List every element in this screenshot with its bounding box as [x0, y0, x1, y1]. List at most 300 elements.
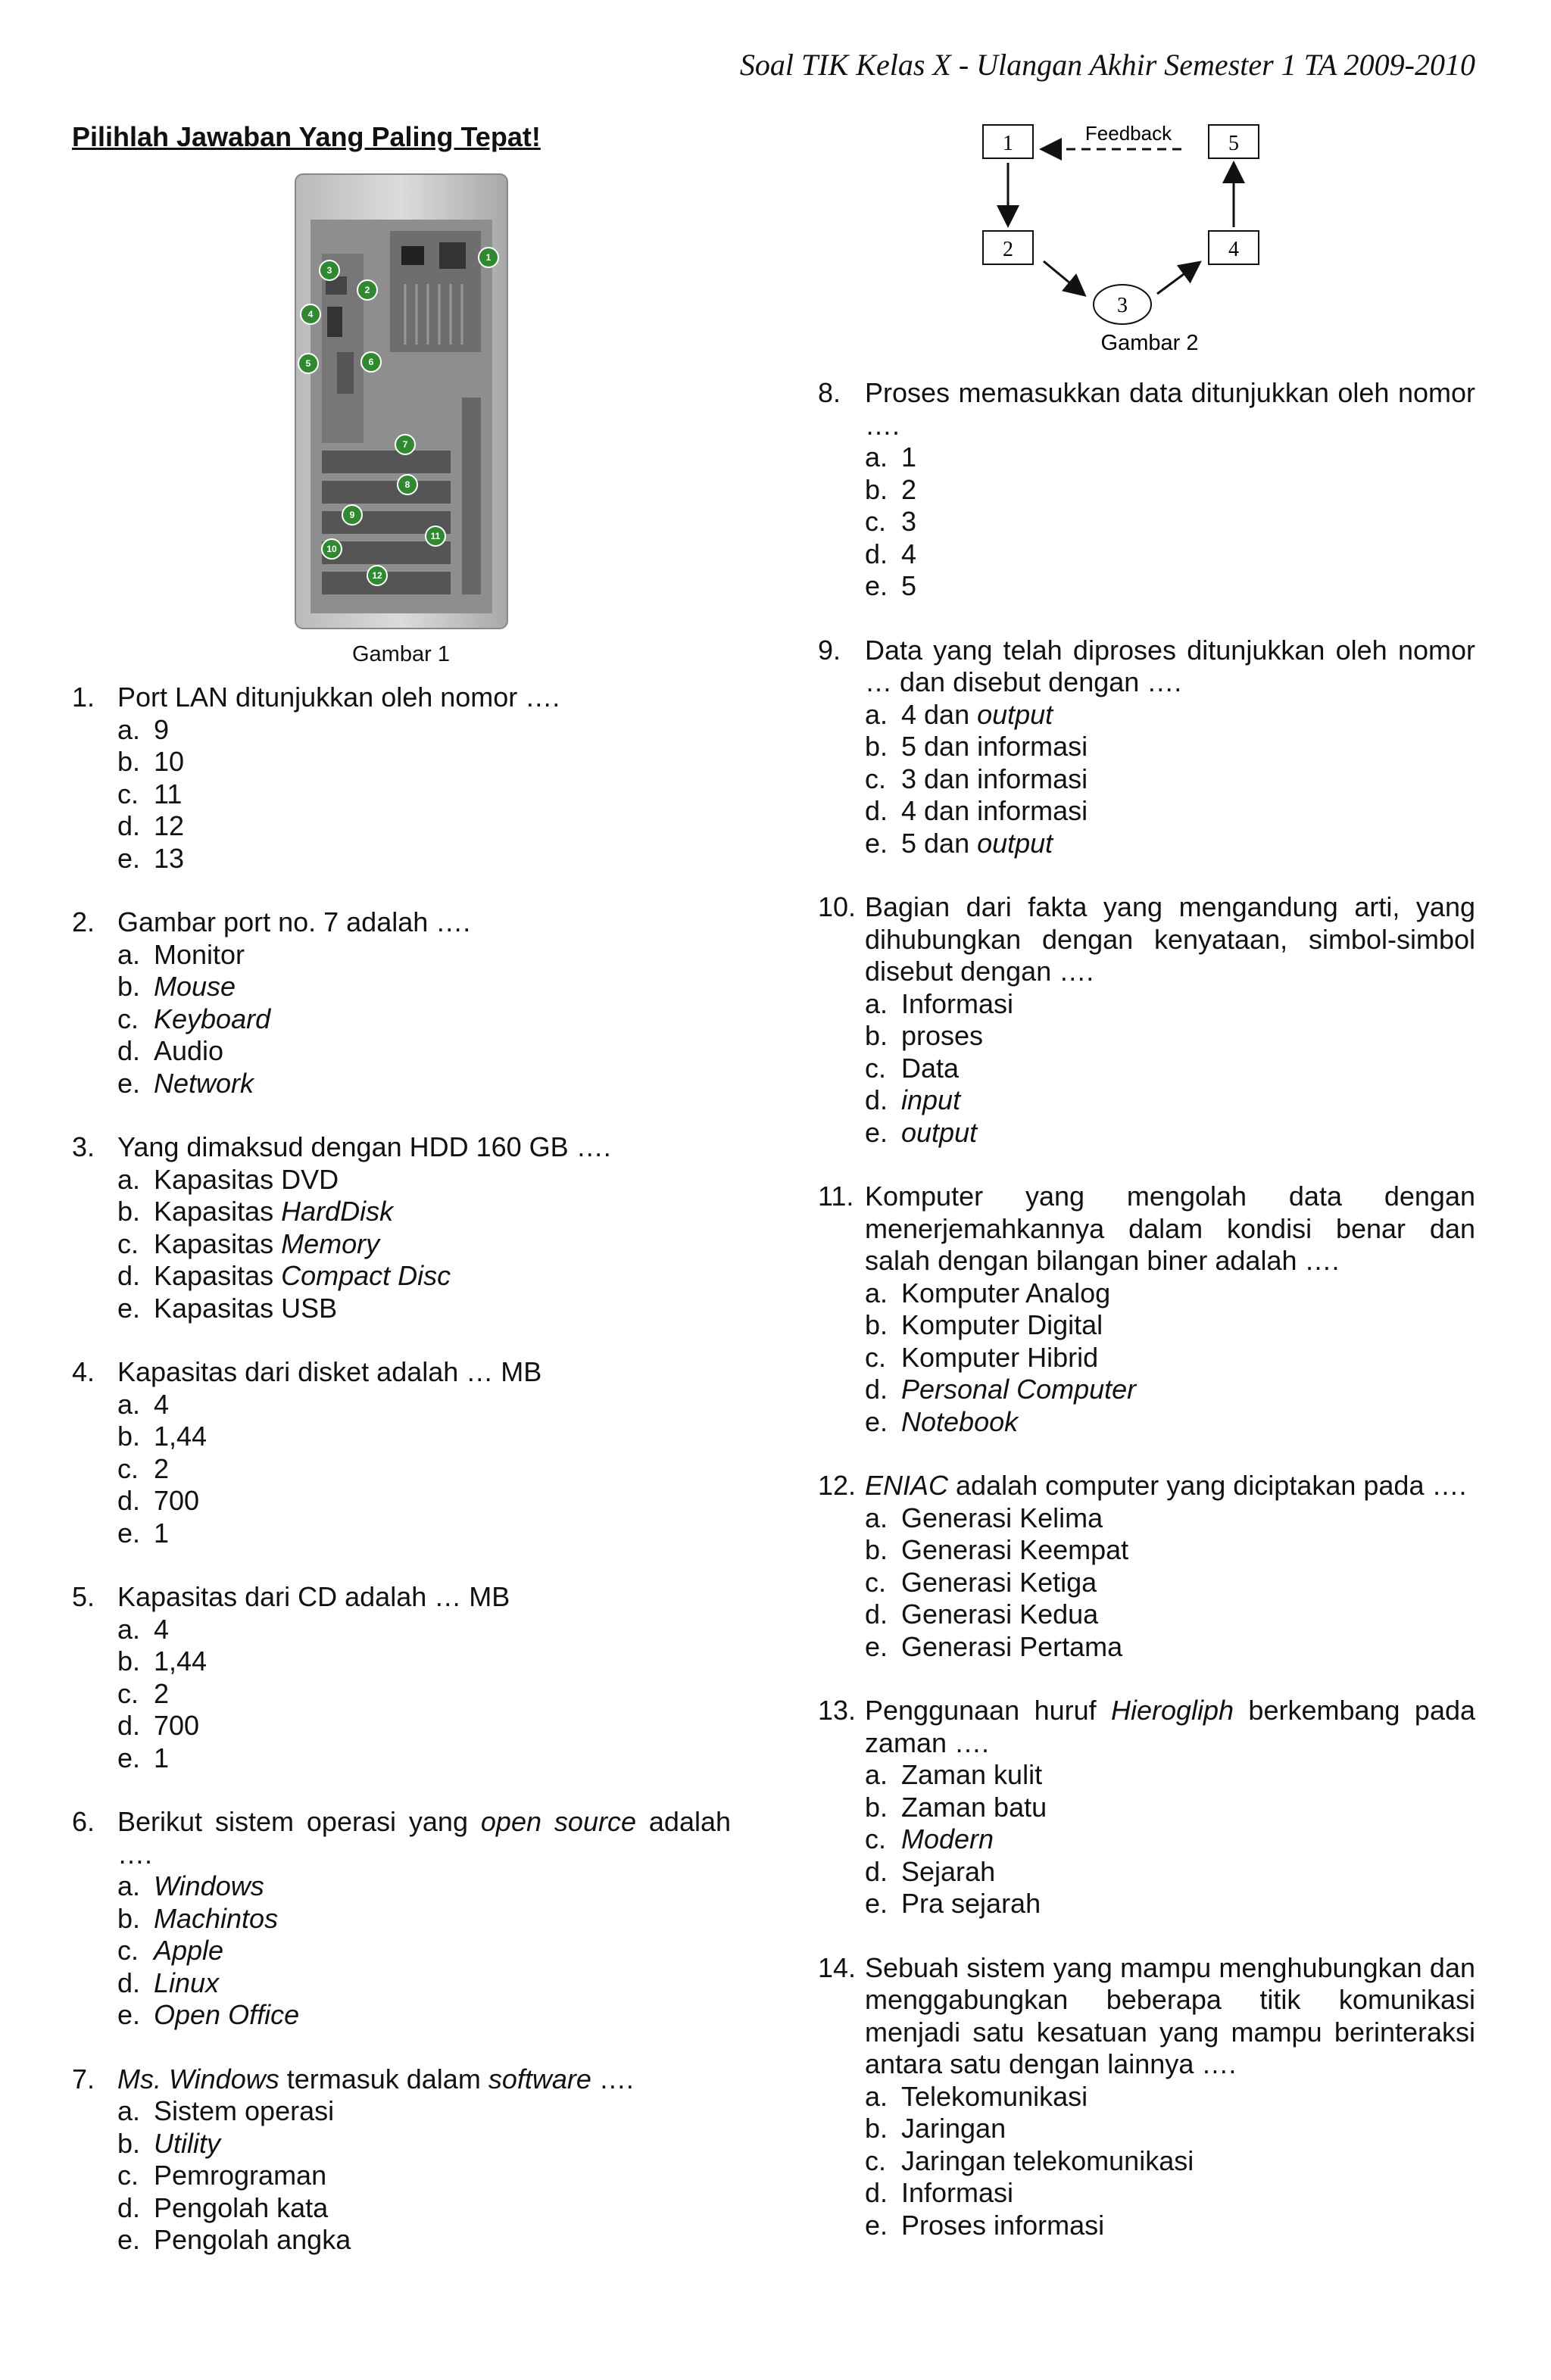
node-label: 5	[1228, 132, 1239, 155]
answer-option	[818, 1117, 1475, 1149]
text-run: Notebook	[901, 1405, 1019, 1437]
option-letter: e.	[865, 1116, 888, 1148]
text-run: Linux	[154, 1967, 220, 1998]
option-letter: e.	[865, 1888, 888, 1919]
option-letter: c.	[865, 763, 887, 794]
option-letter: b.	[865, 1309, 888, 1340]
option-text	[901, 1599, 1098, 1631]
option-letter: d.	[865, 1855, 888, 1887]
answer-option	[818, 441, 1475, 474]
text-run: 1	[154, 1742, 170, 1773]
option-text	[154, 1678, 169, 1711]
answer-option	[818, 699, 1475, 731]
question	[72, 1806, 731, 2032]
option-text	[901, 795, 1088, 828]
text-run: Mouse	[154, 971, 236, 1002]
text-run: 4 dan informasi	[901, 795, 1088, 826]
text-run: 10	[154, 746, 185, 777]
text-run: Informasi	[901, 2177, 1014, 2208]
option-letter: d.	[865, 2177, 888, 2208]
text-run: Yang dimaksud dengan HDD 160 GB ….	[117, 1131, 611, 1162]
option-text	[901, 506, 916, 538]
answer-option	[818, 1792, 1475, 1824]
answer-option	[72, 1678, 731, 1711]
text-run: Zaman batu	[901, 1791, 1047, 1823]
text-run: Pengolah angka	[154, 2224, 351, 2255]
option-letter: a.	[865, 1502, 888, 1533]
option-text	[901, 1084, 960, 1117]
port-label: 2	[364, 285, 370, 295]
question-stem	[865, 891, 1475, 988]
option-letter: d.	[865, 1374, 888, 1405]
question-stem	[865, 1181, 1475, 1277]
option-letter: c.	[865, 1052, 887, 1084]
text-run: 4	[901, 538, 917, 569]
option-text	[901, 2113, 1006, 2145]
option-letter: d.	[117, 810, 141, 841]
question-number: 8.	[818, 377, 841, 408]
question-stem	[117, 1806, 731, 1870]
option-text	[154, 746, 184, 778]
text-run: 4	[154, 1388, 170, 1420]
answer-option	[72, 1003, 731, 1036]
answer-option	[818, 2081, 1475, 2113]
text-run: Data yang telah diproses ditunjukkan oleh nomor … dan disebut dengan ….	[865, 634, 1475, 697]
question	[72, 1131, 731, 1324]
question-stem	[117, 1131, 731, 1164]
text-run: Komputer Digital	[901, 1309, 1103, 1340]
answer-option	[72, 1742, 731, 1775]
text-run: Network	[154, 1067, 254, 1099]
text-run: Penggunaan huruf	[865, 1695, 1111, 1726]
option-text	[154, 939, 245, 972]
option-letter: a.	[117, 713, 141, 745]
option-letter: e.	[865, 827, 888, 859]
option-letter: e.	[117, 1999, 141, 2030]
option-letter: c.	[865, 506, 887, 537]
answer-option	[818, 2145, 1475, 2178]
question-stem	[117, 906, 731, 939]
text-run: Windows	[154, 1870, 264, 1901]
option-letter: c.	[117, 1003, 139, 1034]
question	[818, 891, 1475, 1149]
answer-option	[72, 778, 731, 811]
option-text	[901, 1856, 995, 1889]
option-text	[901, 1759, 1042, 1792]
option-letter: a.	[865, 1759, 888, 1790]
text-run: Sistem operasi	[154, 2095, 335, 2126]
answer-option	[818, 1888, 1475, 1920]
questions-right-column	[818, 377, 1475, 2273]
option-text	[154, 1003, 270, 1036]
text-run: 2	[154, 1452, 170, 1484]
text-run: adalah ….	[117, 1806, 732, 1870]
text-run: 11	[154, 778, 183, 809]
option-text	[154, 2192, 328, 2225]
answer-option	[72, 1518, 731, 1550]
answer-option	[72, 971, 731, 1003]
port-label: 6	[368, 357, 374, 367]
question-stem-line	[818, 635, 1475, 699]
option-text	[901, 1502, 1103, 1535]
text-run: 700	[154, 1485, 200, 1516]
option-text	[154, 1999, 299, 2032]
option-text	[154, 778, 182, 811]
question	[818, 1470, 1475, 1663]
text-run: Machintos	[154, 1902, 279, 1934]
option-letter: e.	[117, 1517, 141, 1549]
option-text	[154, 1645, 207, 1678]
answer-option	[72, 1967, 731, 2000]
figure1-caption: Gambar 1	[352, 642, 450, 666]
answer-option	[818, 506, 1475, 538]
question-stem	[117, 2063, 731, 2096]
question-stem-line	[72, 2063, 731, 2096]
text-run: 1	[154, 1517, 170, 1549]
port-label: 8	[404, 479, 410, 490]
text-run: Kapasitas	[154, 1196, 282, 1227]
question	[72, 906, 731, 1100]
answer-option	[72, 2192, 731, 2225]
answer-option	[818, 1502, 1475, 1535]
question-stem-line	[72, 1356, 731, 1389]
option-letter: a.	[865, 987, 888, 1019]
text-run: HardDisk	[281, 1196, 394, 1227]
answer-option	[818, 988, 1475, 1021]
option-letter: b.	[865, 1534, 888, 1565]
option-text	[901, 474, 916, 507]
option-letter: b.	[117, 746, 141, 777]
option-text	[901, 1374, 1136, 1406]
port-label: 10	[326, 544, 337, 554]
text-run: 3	[901, 506, 917, 537]
option-text	[901, 828, 1053, 860]
question	[72, 1581, 731, 1774]
text-run: Ms. Windows	[117, 2063, 279, 2095]
text-run: Kapasitas USB	[154, 1292, 338, 1324]
text-run: Kapasitas	[154, 1260, 282, 1291]
answer-option	[72, 810, 731, 843]
text-run: 1,44	[154, 1421, 208, 1452]
question-stem-line	[72, 682, 731, 714]
text-run: 2	[154, 1677, 170, 1709]
answer-option	[818, 570, 1475, 603]
option-letter: b.	[117, 971, 141, 1002]
text-run: 4	[154, 1613, 170, 1645]
question-number: 7.	[72, 2063, 95, 2095]
text-run: 5 dan	[901, 827, 978, 859]
question-number: 2.	[72, 906, 95, 937]
option-text	[901, 1020, 983, 1053]
option-letter: a.	[117, 1613, 141, 1645]
text-run: Port LAN ditunjukkan oleh nomor ….	[117, 682, 560, 713]
question	[72, 2063, 731, 2257]
option-text	[154, 1710, 199, 1742]
text-run: Zaman kulit	[901, 1759, 1043, 1790]
question-stem-line	[818, 377, 1475, 441]
text-run: Komputer Analog	[901, 1277, 1111, 1309]
answer-option	[818, 1277, 1475, 1310]
text-run: berkembang pada zaman ….	[865, 1695, 1476, 1758]
node-label: 2	[1003, 238, 1013, 261]
answer-option	[818, 1374, 1475, 1406]
question-stem-line	[72, 1131, 731, 1164]
port-label: 9	[349, 510, 355, 520]
question-number: 9.	[818, 634, 841, 666]
option-letter: a.	[865, 2080, 888, 2112]
option-text	[901, 731, 1088, 763]
option-letter: c.	[117, 1227, 139, 1259]
text-run: termasuk dalam	[279, 2063, 488, 2095]
question-number: 5.	[72, 1581, 95, 1612]
answer-option	[818, 474, 1475, 507]
option-text	[901, 538, 916, 571]
option-letter: e.	[865, 1630, 888, 1662]
option-letter: e.	[865, 1405, 888, 1437]
option-text	[901, 1117, 977, 1149]
text-run: Utility	[154, 2127, 220, 2159]
text-run: 2	[901, 473, 917, 505]
text-run: Data	[901, 1052, 960, 1084]
text-run: Generasi Pertama	[901, 1630, 1123, 1662]
question	[818, 1181, 1475, 1438]
text-run: Open Office	[154, 1999, 300, 2030]
option-text	[154, 810, 184, 843]
text-run: Kapasitas	[154, 1227, 282, 1259]
computer-back-panel-image	[280, 170, 523, 632]
option-text	[901, 2145, 1194, 2178]
option-letter: b.	[865, 2113, 888, 2144]
node-label: 3	[1117, 294, 1128, 317]
question	[818, 635, 1475, 860]
option-letter: b.	[865, 473, 888, 505]
question-stem	[865, 1952, 1475, 2081]
text-run: 5	[901, 570, 917, 601]
option-text	[154, 1164, 339, 1196]
text-run: Pengolah kata	[154, 2191, 329, 2223]
option-text	[154, 1935, 223, 1967]
option-text	[154, 1421, 207, 1453]
option-text	[901, 1309, 1103, 1342]
text-run: Jaringan	[901, 2113, 1006, 2144]
option-letter: c.	[117, 1452, 139, 1484]
answer-option	[818, 1309, 1475, 1342]
text-run: Memory	[281, 1227, 380, 1259]
answer-option	[72, 1485, 731, 1518]
option-text	[154, 2224, 351, 2257]
answer-option	[72, 1389, 731, 1421]
text-run: Apple	[154, 1935, 224, 1966]
option-letter: e.	[865, 570, 888, 601]
option-text	[901, 1053, 959, 1085]
answer-option	[72, 1196, 731, 1228]
option-letter: a.	[865, 698, 888, 730]
answer-option	[818, 1856, 1475, 1889]
option-letter: d.	[865, 538, 888, 569]
answer-option	[72, 1453, 731, 1486]
answer-option	[818, 1631, 1475, 1664]
option-text	[154, 1870, 264, 1903]
answer-option	[72, 714, 731, 747]
answer-option	[818, 1406, 1475, 1439]
question	[72, 1356, 731, 1549]
option-text	[901, 1823, 994, 1856]
option-text	[901, 1534, 1128, 1567]
text-run: Berikut sistem operasi yang	[117, 1806, 481, 1837]
option-letter: d.	[117, 1260, 141, 1291]
text-run: 700	[154, 1710, 200, 1741]
option-text	[901, 1277, 1110, 1310]
option-text	[154, 2095, 334, 2128]
question-number: 4.	[72, 1356, 95, 1387]
question-number: 13.	[818, 1695, 857, 1726]
question-stem	[865, 1470, 1475, 1502]
text-run: Kapasitas dari CD adalah … MB	[117, 1581, 510, 1612]
option-text	[154, 2160, 326, 2192]
port-label: 3	[326, 265, 332, 276]
option-letter: c.	[865, 2144, 887, 2176]
text-run: Generasi Kelima	[901, 1502, 1103, 1533]
port-label: 1	[485, 252, 492, 263]
question-stem	[117, 1356, 731, 1389]
question	[818, 1952, 1475, 2242]
option-letter: d.	[117, 1035, 141, 1066]
answer-option	[72, 843, 731, 875]
option-text	[154, 1485, 199, 1518]
answer-option	[818, 2177, 1475, 2210]
option-letter: e.	[117, 2224, 141, 2255]
option-text	[154, 1742, 169, 1775]
question-stem-line	[72, 1806, 731, 1870]
text-run: 13	[154, 842, 185, 874]
question-stem-line	[72, 1581, 731, 1614]
text-run: 1,44	[154, 1645, 208, 1677]
text-run: Personal Computer	[901, 1374, 1137, 1405]
text-run: Modern	[901, 1823, 994, 1854]
question-stem-line	[72, 906, 731, 939]
option-text	[901, 2081, 1088, 2113]
option-letter: c.	[117, 1935, 139, 1966]
option-letter: d.	[865, 1084, 888, 1115]
process-diagram	[954, 114, 1287, 356]
option-letter: e.	[865, 2209, 888, 2241]
port-label: 4	[307, 309, 314, 320]
text-run: Generasi Kedua	[901, 1599, 1099, 1630]
option-letter: d.	[117, 2191, 141, 2223]
question-number: 12.	[818, 1470, 857, 1501]
text-run: 4 dan	[901, 698, 978, 730]
option-text	[154, 1614, 169, 1646]
question-number: 14.	[818, 1951, 857, 1983]
option-letter: b.	[117, 1421, 141, 1452]
text-run: 3 dan informasi	[901, 763, 1088, 794]
option-letter: b.	[117, 2127, 141, 2159]
questions-left-column	[72, 682, 731, 2288]
answer-option	[818, 828, 1475, 860]
option-letter: e.	[117, 1067, 141, 1099]
option-letter: b.	[865, 1020, 888, 1051]
port-label: 5	[305, 358, 311, 369]
text-run: Compact Disc	[281, 1260, 451, 1291]
answer-option	[818, 795, 1475, 828]
text-run: Gambar port no. 7 adalah ….	[117, 906, 471, 937]
answer-option	[818, 1567, 1475, 1599]
answer-option	[72, 2095, 731, 2128]
question-number: 11.	[818, 1181, 854, 1212]
option-letter: c.	[117, 778, 139, 809]
option-letter: c.	[865, 1566, 887, 1598]
option-text	[154, 1260, 451, 1293]
option-letter: a.	[865, 441, 888, 473]
answer-option	[818, 2113, 1475, 2145]
answer-option	[72, 1164, 731, 1196]
answer-option	[818, 1053, 1475, 1085]
question-stem	[117, 682, 731, 714]
option-text	[901, 1342, 1098, 1374]
text-run: Pra sejarah	[901, 1888, 1041, 1919]
question-stem-line	[818, 1695, 1475, 1759]
text-run: Jaringan telekomunikasi	[901, 2144, 1194, 2176]
text-run: Kapasitas DVD	[154, 1163, 339, 1195]
question-stem-line	[818, 891, 1475, 988]
text-run: Hierogliph	[1110, 1695, 1234, 1726]
question	[818, 377, 1475, 603]
option-letter: e.	[117, 842, 141, 874]
text-run: Bagian dari fakta yang mengandung arti, yang dihubungkan dengan kenyataan, simbol-simbol disebut dengan ….	[865, 891, 1475, 987]
text-run: Pemrograman	[154, 2160, 327, 2191]
option-letter: c.	[117, 1677, 139, 1709]
option-text	[901, 441, 916, 474]
port-label: 11	[430, 531, 441, 541]
option-letter: a.	[117, 2095, 141, 2126]
text-run: 5 dan informasi	[901, 731, 1088, 762]
answer-option	[818, 538, 1475, 571]
text-run: 1	[901, 441, 917, 473]
node-label: 4	[1228, 238, 1239, 261]
option-letter: d.	[117, 1710, 141, 1741]
answer-option	[72, 2224, 731, 2257]
text-run: software	[488, 2063, 591, 2095]
question-number: 6.	[72, 1806, 95, 1837]
option-text	[154, 1967, 219, 2000]
question-number: 3.	[72, 1131, 95, 1162]
option-text	[154, 1068, 254, 1100]
option-text	[901, 763, 1088, 796]
text-run: ….	[591, 2063, 634, 2095]
answer-option	[818, 2210, 1475, 2242]
option-letter: a.	[865, 1277, 888, 1309]
answer-option	[72, 1260, 731, 1293]
option-letter: c.	[117, 2160, 139, 2191]
text-run: Generasi Ketiga	[901, 1566, 1097, 1598]
option-text	[901, 2177, 1013, 2210]
question-stem	[117, 1581, 731, 1614]
option-text	[154, 1389, 169, 1421]
text-run: ENIAC	[865, 1470, 949, 1501]
option-letter: a.	[117, 938, 141, 970]
option-text	[901, 570, 916, 603]
option-letter: b.	[865, 731, 888, 762]
answer-option	[72, 1645, 731, 1678]
answer-option	[818, 763, 1475, 796]
option-text	[901, 699, 1053, 731]
question-stem	[865, 1695, 1475, 1759]
answer-option	[72, 939, 731, 972]
option-text	[901, 988, 1013, 1021]
option-letter: d.	[117, 1967, 141, 1998]
option-text	[154, 2128, 220, 2160]
text-run: 12	[154, 810, 185, 841]
